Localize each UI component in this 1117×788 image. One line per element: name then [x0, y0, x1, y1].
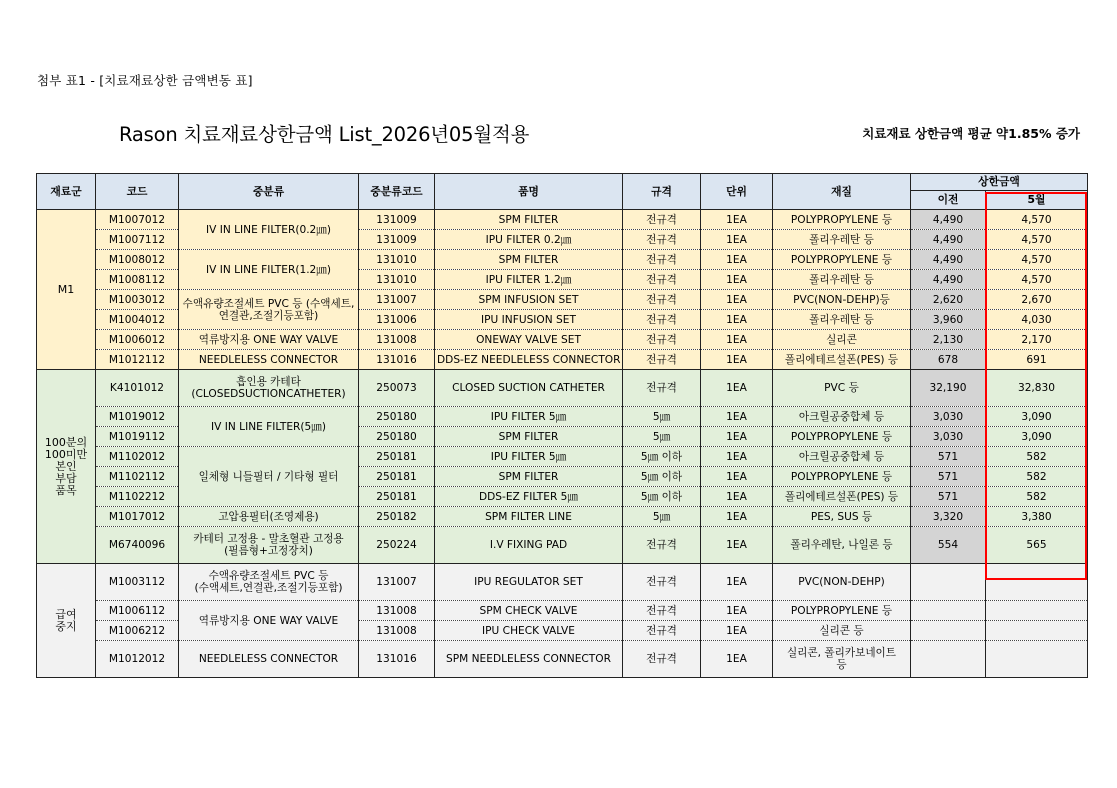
unit-cell: 1EA: [701, 621, 773, 641]
prev-price-cell: 678: [911, 350, 986, 370]
spec-cell: 전규격: [623, 621, 701, 641]
material-cell: PVC(NON-DEHP)등: [773, 290, 911, 310]
code-cell: M1007112: [96, 230, 179, 250]
subcategory-code-cell: 131010: [359, 250, 435, 270]
unit-cell: 1EA: [701, 330, 773, 350]
may-price-cell: 582: [986, 487, 1088, 507]
may-price-cell: 691: [986, 350, 1088, 370]
table-row: [37, 407, 1088, 427]
subcategory-cell: IV IN LINE FILTER(0.2㎛): [179, 210, 359, 250]
code-cell: M1017012: [96, 507, 179, 527]
may-price-cell: 4,570: [986, 270, 1088, 290]
subcategory-cell: 흡인용 카테타 (CLOSEDSUCTIONCATHETER): [179, 370, 359, 407]
unit-cell: 1EA: [701, 350, 773, 370]
product-cell: IPU FILTER 5㎛: [435, 407, 623, 427]
attachment-label: 첨부 표1 - [치료재료상한 금액변동 표]: [37, 73, 253, 88]
subcategory-code-cell: 250180: [359, 427, 435, 447]
header-may: 5월: [986, 191, 1088, 210]
material-cell: 폴리우레탄, 나일론 등: [773, 527, 911, 564]
table-row: [37, 210, 1088, 230]
unit-cell: 1EA: [701, 467, 773, 487]
prev-price-cell: 3,320: [911, 507, 986, 527]
table-row: [37, 527, 1088, 564]
material-cell: POLYPROPYLENE 등: [773, 601, 911, 621]
table-row: [37, 447, 1088, 467]
subcategory-code-cell: 131008: [359, 601, 435, 621]
unit-cell: 1EA: [701, 230, 773, 250]
may-price-cell: 4,570: [986, 250, 1088, 270]
may-price-cell: [986, 601, 1088, 621]
subcategory-code-cell: 250181: [359, 487, 435, 507]
subcategory-code-cell: 250182: [359, 507, 435, 527]
unit-cell: 1EA: [701, 641, 773, 678]
unit-cell: 1EA: [701, 407, 773, 427]
code-cell: M1006212: [96, 621, 179, 641]
spec-cell: 전규격: [623, 370, 701, 407]
subcategory-cell: 일체형 니들필터 / 기타형 필터: [179, 447, 359, 507]
product-cell: SPM INFUSION SET: [435, 290, 623, 310]
spec-cell: 전규격: [623, 310, 701, 330]
header-spec: 규격: [623, 174, 701, 210]
table-row: [37, 564, 1088, 601]
prev-price-cell: 554: [911, 527, 986, 564]
subcategory-code-cell: 250073: [359, 370, 435, 407]
unit-cell: 1EA: [701, 564, 773, 601]
may-price-cell: 582: [986, 467, 1088, 487]
prev-price-cell: [911, 564, 986, 601]
may-price-cell: 582: [986, 447, 1088, 467]
group-label: 급여 중지: [37, 564, 96, 678]
unit-cell: 1EA: [701, 507, 773, 527]
may-price-cell: [986, 621, 1088, 641]
product-cell: SPM FILTER: [435, 427, 623, 447]
header-price: 상한금액: [911, 174, 1088, 191]
prev-price-cell: [911, 601, 986, 621]
may-price-cell: 3,090: [986, 407, 1088, 427]
spec-cell: 전규격: [623, 330, 701, 350]
table-row: [37, 350, 1088, 370]
spec-cell: 전규격: [623, 250, 701, 270]
unit-cell: 1EA: [701, 370, 773, 407]
subcategory-cell: 수액유량조절세트 PVC 등 (수액세트,연결관,조절기등포함): [179, 564, 359, 601]
unit-cell: 1EA: [701, 310, 773, 330]
product-cell: SPM FILTER: [435, 210, 623, 230]
may-price-cell: 565: [986, 527, 1088, 564]
page-title: Rason 치료재료상한금액 List_2026년05월적용: [119, 123, 530, 146]
material-cell: 폴리우레탄 등: [773, 270, 911, 290]
subcategory-code-cell: 131008: [359, 621, 435, 641]
prev-price-cell: 4,490: [911, 250, 986, 270]
prev-price-cell: 4,490: [911, 210, 986, 230]
subcategory-cell: 고압용필터(조영제용): [179, 507, 359, 527]
prev-price-cell: 4,490: [911, 270, 986, 290]
subcategory-cell: NEEDLELESS CONNECTOR: [179, 641, 359, 678]
header-product: 품명: [435, 174, 623, 210]
may-price-cell: 3,090: [986, 427, 1088, 447]
code-cell: M1008012: [96, 250, 179, 270]
material-cell: POLYPROPYLENE 등: [773, 210, 911, 230]
code-cell: M1003112: [96, 564, 179, 601]
product-cell: SPM FILTER: [435, 467, 623, 487]
spec-cell: 전규격: [623, 290, 701, 310]
group-m1: [37, 210, 1088, 370]
product-cell: IPU INFUSION SET: [435, 310, 623, 330]
prev-price-cell: 3,030: [911, 407, 986, 427]
unit-cell: 1EA: [701, 447, 773, 467]
subcategory-code-cell: 131016: [359, 350, 435, 370]
prev-price-cell: 3,030: [911, 427, 986, 447]
material-cell: PVC(NON-DEHP): [773, 564, 911, 601]
spec-cell: 5㎛: [623, 427, 701, 447]
may-price-cell: 4,030: [986, 310, 1088, 330]
subcategory-code-cell: 250181: [359, 467, 435, 487]
prev-price-cell: 571: [911, 487, 986, 507]
material-cell: PES, SUS 등: [773, 507, 911, 527]
header-subcategory-code: 중분류코드: [359, 174, 435, 210]
spec-cell: 전규격: [623, 527, 701, 564]
spec-cell: 5㎛: [623, 507, 701, 527]
product-cell: IPU FILTER 0.2㎛: [435, 230, 623, 250]
material-cell: 실리콘: [773, 330, 911, 350]
header-code: 코드: [96, 174, 179, 210]
product-cell: DDS-EZ FILTER 5㎛: [435, 487, 623, 507]
material-cell: 폴리우레탄 등: [773, 310, 911, 330]
code-cell: M1102012: [96, 447, 179, 467]
group-discontinued: [37, 564, 1088, 678]
prev-price-cell: 32,190: [911, 370, 986, 407]
product-cell: SPM CHECK VALVE: [435, 601, 623, 621]
may-price-cell: 3,380: [986, 507, 1088, 527]
unit-cell: 1EA: [701, 427, 773, 447]
prev-price-cell: 2,620: [911, 290, 986, 310]
prev-price-cell: [911, 621, 986, 641]
material-cell: 폴리우레탄 등: [773, 230, 911, 250]
prev-price-cell: 2,130: [911, 330, 986, 350]
unit-cell: 1EA: [701, 270, 773, 290]
may-price-cell: 4,570: [986, 210, 1088, 230]
material-cell: 폴리에테르설폰(PES) 등: [773, 350, 911, 370]
may-price-cell: [986, 641, 1088, 678]
subcategory-cell: IV IN LINE FILTER(1.2㎛): [179, 250, 359, 290]
product-cell: IPU FILTER 5㎛: [435, 447, 623, 467]
code-cell: M1102212: [96, 487, 179, 507]
code-cell: M1007012: [96, 210, 179, 230]
group-label: 100분의 100미만 본인 부담 품목: [37, 370, 96, 564]
table-row: [37, 641, 1088, 678]
spec-cell: 전규격: [623, 230, 701, 250]
header-subcategory: 중분류: [179, 174, 359, 210]
table-row: [37, 370, 1088, 407]
spec-cell: 5㎛ 이하: [623, 467, 701, 487]
code-cell: M6740096: [96, 527, 179, 564]
spec-cell: 5㎛ 이하: [623, 487, 701, 507]
code-cell: M1019012: [96, 407, 179, 427]
table-row: [37, 290, 1088, 310]
code-cell: M1008112: [96, 270, 179, 290]
product-cell: CLOSED SUCTION CATHETER: [435, 370, 623, 407]
may-price-cell: 32,830: [986, 370, 1088, 407]
unit-cell: 1EA: [701, 210, 773, 230]
group-label: M1: [37, 210, 96, 370]
header-prev: 이전: [911, 191, 986, 210]
header-material: 재질: [773, 174, 911, 210]
material-cell: POLYPROPYLENE 등: [773, 427, 911, 447]
code-cell: M1004012: [96, 310, 179, 330]
subcategory-cell: 수액유량조절세트 PVC 등 (수액세트,연결관,조절기등포함): [179, 290, 359, 330]
product-cell: SPM FILTER: [435, 250, 623, 270]
code-cell: M1003012: [96, 290, 179, 310]
product-cell: ONEWAY VALVE SET: [435, 330, 623, 350]
unit-cell: 1EA: [701, 601, 773, 621]
subcategory-code-cell: 131006: [359, 310, 435, 330]
code-cell: M1019112: [96, 427, 179, 447]
material-cell: 실리콘, 폴리카보네이트 등: [773, 641, 911, 678]
code-cell: M1012012: [96, 641, 179, 678]
subcategory-cell: NEEDLELESS CONNECTOR: [179, 350, 359, 370]
product-cell: IPU CHECK VALVE: [435, 621, 623, 641]
may-price-cell: 4,570: [986, 230, 1088, 250]
code-cell: M1012112: [96, 350, 179, 370]
subcategory-cell: 역류방지용 ONE WAY VALVE: [179, 601, 359, 641]
subcategory-cell: 역류방지용 ONE WAY VALVE: [179, 330, 359, 350]
subcategory-code-cell: 131007: [359, 290, 435, 310]
subcategory-code-cell: 131010: [359, 270, 435, 290]
spec-cell: 전규격: [623, 601, 701, 621]
unit-cell: 1EA: [701, 487, 773, 507]
prev-price-cell: 4,490: [911, 230, 986, 250]
price-table: [36, 173, 1088, 678]
spec-cell: 5㎛: [623, 407, 701, 427]
product-cell: IPU FILTER 1.2㎛: [435, 270, 623, 290]
code-cell: M1102112: [96, 467, 179, 487]
product-cell: SPM NEEDLELESS CONNECTOR: [435, 641, 623, 678]
unit-cell: 1EA: [701, 290, 773, 310]
subcategory-cell: IV IN LINE FILTER(5㎛): [179, 407, 359, 447]
subcategory-code-cell: 131009: [359, 230, 435, 250]
product-cell: IPU REGULATOR SET: [435, 564, 623, 601]
spec-cell: 전규격: [623, 641, 701, 678]
subcategory-code-cell: 250224: [359, 527, 435, 564]
prev-price-cell: [911, 641, 986, 678]
unit-cell: 1EA: [701, 250, 773, 270]
material-cell: POLYPROPYLENE 등: [773, 250, 911, 270]
spec-cell: 전규격: [623, 270, 701, 290]
table-row: [37, 601, 1088, 621]
code-cell: M1006112: [96, 601, 179, 621]
material-cell: 실리콘 등: [773, 621, 911, 641]
subcategory-code-cell: 131016: [359, 641, 435, 678]
material-cell: 아크릴공중합체 등: [773, 407, 911, 427]
spec-cell: 전규격: [623, 350, 701, 370]
code-cell: M1006012: [96, 330, 179, 350]
prev-price-cell: 571: [911, 447, 986, 467]
may-price-cell: [986, 564, 1088, 601]
subcategory-code-cell: 250181: [359, 447, 435, 467]
product-cell: SPM FILTER LINE: [435, 507, 623, 527]
material-cell: 아크릴공중합체 등: [773, 447, 911, 467]
product-cell: DDS-EZ NEEDLELESS CONNECTOR: [435, 350, 623, 370]
material-cell: PVC 등: [773, 370, 911, 407]
average-increase-note: 치료재료 상한금액 평균 약1.85% 증가: [862, 126, 1080, 141]
product-cell: I.V FIXING PAD: [435, 527, 623, 564]
prev-price-cell: 3,960: [911, 310, 986, 330]
may-price-cell: 2,670: [986, 290, 1088, 310]
table-row: [37, 250, 1088, 270]
group-partial-copay: [37, 370, 1088, 564]
material-cell: POLYPROPYLENE 등: [773, 467, 911, 487]
code-cell: K4101012: [96, 370, 179, 407]
unit-cell: 1EA: [701, 527, 773, 564]
spec-cell: 전규격: [623, 210, 701, 230]
subcategory-code-cell: 250180: [359, 407, 435, 427]
subcategory-cell: 카테터 고정용 - 말초혈관 고정용 (필름형+고정장치): [179, 527, 359, 564]
subcategory-code-cell: 131009: [359, 210, 435, 230]
header-group: 재료군: [37, 174, 96, 210]
spec-cell: 전규격: [623, 564, 701, 601]
prev-price-cell: 571: [911, 467, 986, 487]
material-cell: 폴리에테르설폰(PES) 등: [773, 487, 911, 507]
spec-cell: 5㎛ 이하: [623, 447, 701, 467]
table-row: [37, 507, 1088, 527]
subcategory-code-cell: 131008: [359, 330, 435, 350]
header-unit: 단위: [701, 174, 773, 210]
table-row: [37, 330, 1088, 350]
subcategory-code-cell: 131007: [359, 564, 435, 601]
may-price-cell: 2,170: [986, 330, 1088, 350]
